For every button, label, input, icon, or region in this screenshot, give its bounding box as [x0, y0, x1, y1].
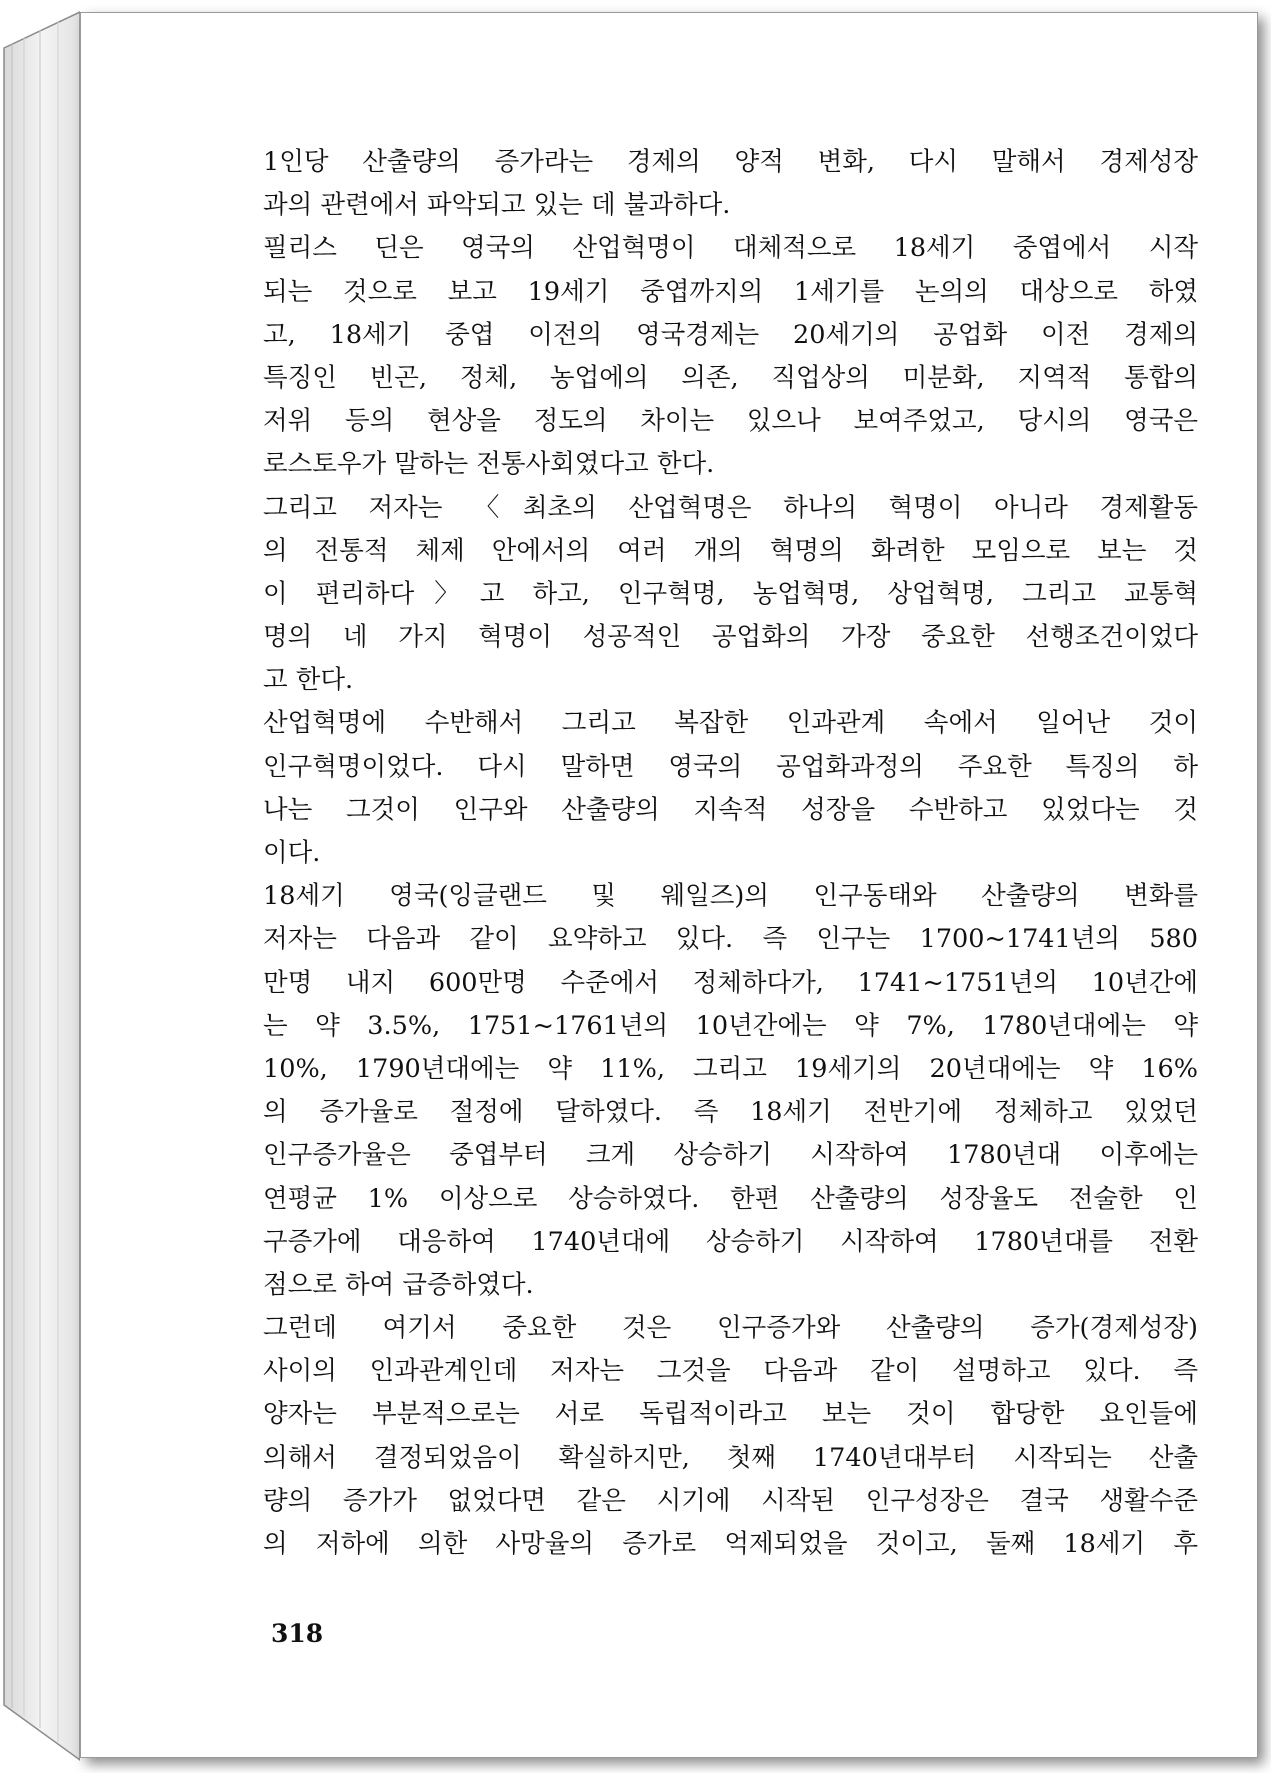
- text-line: 량의 증가가 없었다면 같은 시기에 시작된 인구성장은 결국 생활수준: [263, 1485, 1198, 1516]
- text-line: 필리스 딘은 영국의 산업혁명이 대체적으로 18세기 중엽에서 시작: [263, 233, 1198, 264]
- text-line: 특징인 빈곤, 정체, 농업에의 의존, 직업상의 미분화, 지역적 통합의: [263, 362, 1198, 393]
- text-line: 의 전통적 체제 안에서의 여러 개의 혁명의 화려한 모임으로 보는 것: [263, 535, 1198, 566]
- text-line: 과의 관련에서 파악되고 있는 데 불과하다.: [263, 190, 731, 221]
- text-line: 저위 등의 현상을 정도의 차이는 있으나 보여주었고, 당시의 영국은: [263, 406, 1198, 437]
- text-line: 사이의 인과관계인데 저자는 그것을 다음과 같이 설명하고 있다. 즉: [263, 1356, 1198, 1387]
- page-number: 318: [271, 1619, 324, 1648]
- text-line: 인구증가율은 중엽부터 크게 상승하기 시작하여 1780년대 이후에는: [263, 1140, 1198, 1171]
- text-line: 되는 것으로 보고 19세기 중엽까지의 1세기를 논의의 대상으로 하였: [263, 276, 1198, 307]
- text-line: 이다.: [263, 838, 321, 868]
- text-line: 18세기 영국(잉글랜드 및 웨일즈)의 인구동태와 산출량의 변화를: [263, 881, 1198, 912]
- text-line: 의해서 결정되었음이 확실하지만, 첫째 1740년대부터 시작되는 산출: [263, 1442, 1198, 1473]
- text-line: 산업혁명에 수반해서 그리고 복잡한 인과관계 속에서 일어난 것이: [263, 708, 1198, 739]
- book-edge: [0, 0, 80, 1773]
- text-line: 10%, 1790년대에는 약 11%, 그리고 19세기의 20년대에는 약 16%: [263, 1053, 1198, 1084]
- text-line: 점으로 하여 급증하였다.: [263, 1269, 534, 1300]
- text-line: 연평균 1% 이상으로 상승하였다. 한편 산출량의 성장율도 전술한 인: [263, 1183, 1198, 1214]
- page-text: [263, 141, 1198, 1566]
- text-line: 그런데 여기서 중요한 것은 인구증가와 산출량의 증가(경제성장): [263, 1313, 1198, 1344]
- book-page: [80, 12, 1258, 1758]
- text-line: 그리고 저자는 〈최초의 산업혁명은 하나의 혁명이 아니라 경제활동: [263, 492, 1198, 523]
- text-line: 이 편리하다〉고 하고, 인구혁명, 농업혁명, 상업혁명, 그리고 교통혁: [263, 578, 1198, 609]
- text-line: 고 한다.: [263, 665, 354, 696]
- text-line: 의 저하에 의한 사망율의 증가로 억제되었을 것이고, 둘째 18세기 후: [263, 1529, 1198, 1559]
- text-line: 는 약 3.5%, 1751~1761년의 10년간에는 약 7%, 1780년대에는 약: [263, 1010, 1198, 1041]
- text-line: 로스토우가 말하는 전통사회였다고 한다.: [263, 449, 715, 480]
- text-line: 만명 내지 600만명 수준에서 정체하다가, 1741~1751년의 10년간에: [263, 967, 1198, 998]
- text-line: 1인당 산출량의 증가라는 경제의 양적 변화, 다시 말해서 경제성장: [263, 147, 1198, 177]
- text-line: 고, 18세기 중엽 이전의 영국경제는 20세기의 공업화 이전 경제의: [263, 319, 1198, 350]
- text-line: 구증가에 대응하여 1740년대에 상승하기 시작하여 1780년대를 전환: [263, 1226, 1198, 1257]
- text-line: 저자는 다음과 같이 요약하고 있다. 즉 인구는 1700~1741년의 580: [263, 924, 1198, 955]
- text-line: 명의 네 가지 혁명이 성공적인 공업화의 가장 중요한 선행조건이었다: [263, 622, 1198, 653]
- text-line: 의 증가율로 절정에 달하였다. 즉 18세기 전반기에 정체하고 있었던: [263, 1097, 1198, 1128]
- text-line: 양자는 부분적으로는 서로 독립적이라고 보는 것이 합당한 요인들에: [263, 1399, 1198, 1430]
- text-line: 인구혁명이었다. 다시 말하면 영국의 공업화과정의 주요한 특징의 하: [263, 751, 1198, 782]
- text-line: 나는 그것이 인구와 산출량의 지속적 성장을 수반하고 있었다는 것: [263, 794, 1198, 825]
